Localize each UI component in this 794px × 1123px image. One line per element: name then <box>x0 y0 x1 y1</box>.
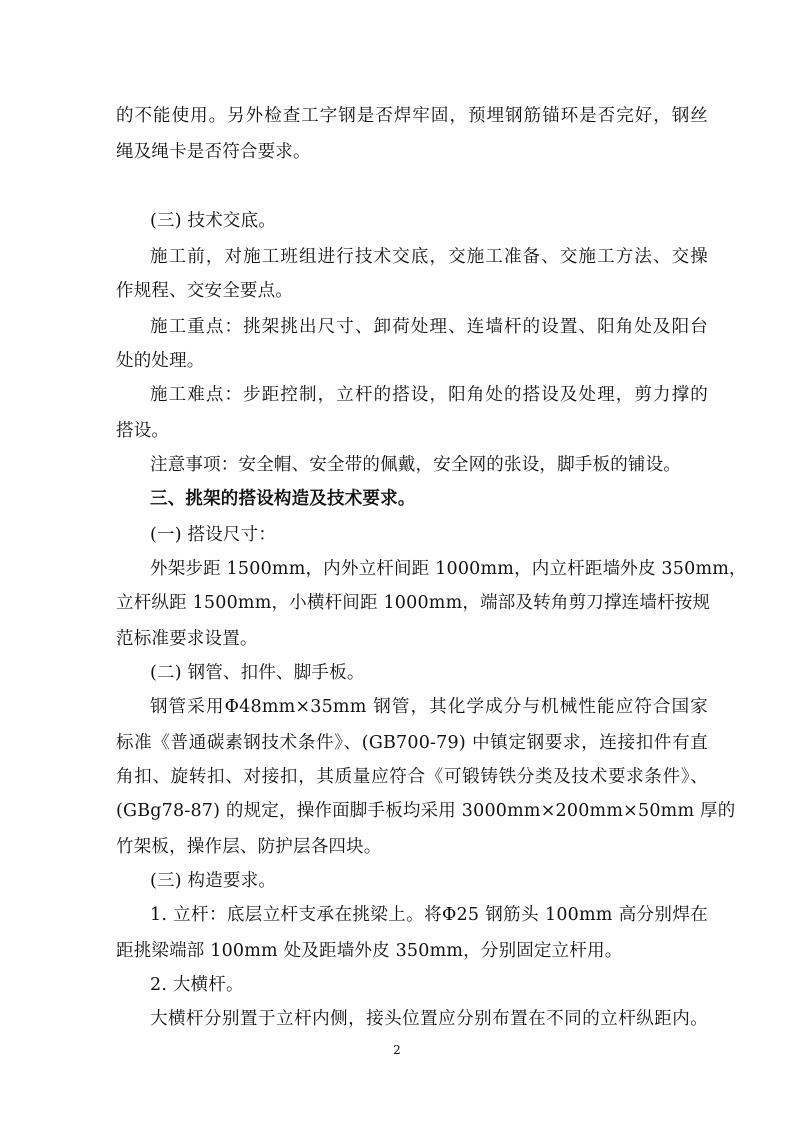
paragraph-line: 施工前，对施工班组进行技术交底，交施工准备、交施工方法、交操 <box>150 247 708 267</box>
paragraph-line: 施工重点：挑架挑出尺寸、卸荷处理、连墙杆的设置、阳角处及阳台 <box>150 317 708 337</box>
paragraph-line: 注意事项：安全帽、安全带的佩戴，安全网的张设，脚手板的铺设。 <box>150 455 681 475</box>
subsection-heading: 2. 大横杆。 <box>150 975 244 995</box>
paragraph-line: 立杆纵距 1500mm，小横杆间距 1000mm，端部及转角剪刀撑连墙杆按规 <box>116 593 711 613</box>
section-heading: (三) 构造要求。 <box>150 871 277 891</box>
paragraph-line: 作规程、交安全要点。 <box>116 281 293 301</box>
paragraph-line: 范标准要求设置。 <box>116 629 258 649</box>
paragraph-line: 标准《普通碳素钢技术条件》、(GB700-79) 中镇定钢要求，连接扣件有直 <box>116 733 708 753</box>
paragraph-line: (GBg78-87) 的规定，操作面脚手板均采用 3000mm×200mm×50mm 厚的 <box>116 801 736 821</box>
paragraph-line: 钢管采用Φ48mm×35mm 钢管，其化学成分与机械性能应符合国家 <box>150 697 708 717</box>
paragraph-line: 搭设。 <box>116 421 170 441</box>
section-heading: (二) 钢管、扣件、脚手板。 <box>150 663 365 683</box>
section-heading: (三) 技术交底。 <box>150 211 277 231</box>
chapter-heading: 三、挑架的搭设构造及技术要求。 <box>150 489 416 509</box>
paragraph-line: 外架步距 1500mm，内外立杆间距 1000mm，内立杆距墙外皮 350mm， <box>150 559 747 579</box>
paragraph-line: 竹架板，操作层、防护层各四块。 <box>116 837 382 857</box>
page-number: 2 <box>393 1043 401 1057</box>
section-heading: (一) 搭设尺寸： <box>150 525 277 545</box>
paragraph-line: 距挑梁端部 100mm 处及距墙外皮 350mm，分别固定立杆用。 <box>116 941 623 961</box>
paragraph-line: 大横杆分别置于立杆内侧，接头位置应分别布置在不同的立杆纵距内。 <box>150 1009 708 1029</box>
paragraph-line: 施工难点：步距控制，立杆的搭设，阳角处的搭设及处理，剪力撑的 <box>150 385 708 405</box>
paragraph-line: 处的处理。 <box>116 351 205 371</box>
paragraph-line: 1. 立杆：底层立杆支承在挑梁上。将Φ25 钢筋头 100mm 高分别焊在 <box>150 905 708 925</box>
paragraph-line: 的不能使用。另外检查工字钢是否焊牢固，预埋钢筋锚环是否完好，钢丝 <box>116 106 708 126</box>
paragraph-line: 角扣、旋转扣、对接扣，其质量应符合《可锻铸铁分类及技术要求条件》、 <box>116 767 708 787</box>
paragraph-line: 绳及绳卡是否符合要求。 <box>116 142 311 162</box>
